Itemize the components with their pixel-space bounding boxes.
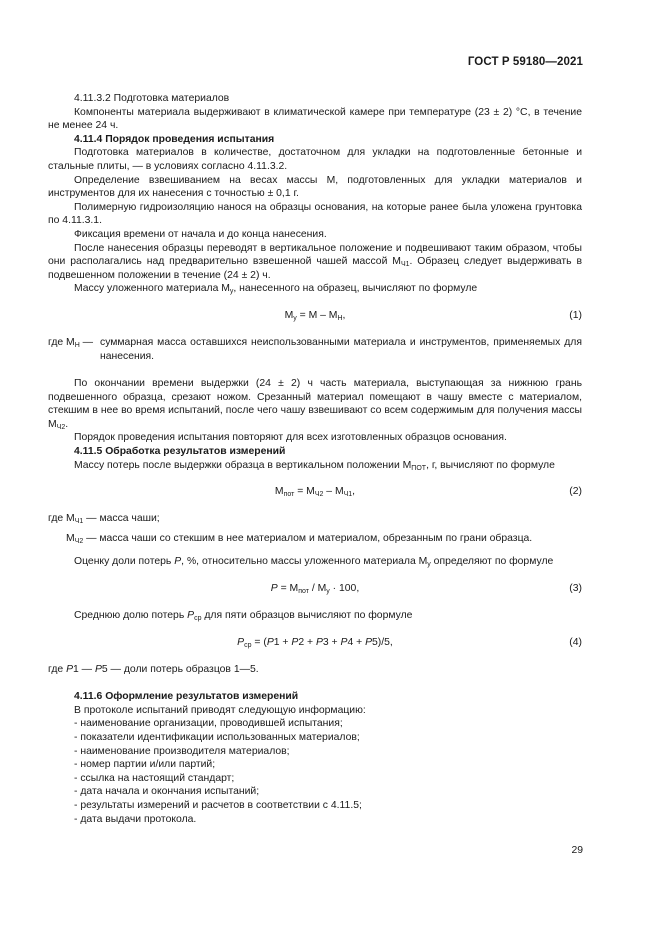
where-line: [48, 663, 582, 677]
paragraph: [48, 609, 582, 623]
text: М: [274, 486, 284, 498]
variable: Р: [340, 636, 348, 648]
text: · 100,: [329, 583, 360, 595]
subscript: у: [427, 561, 431, 569]
subscript: Н: [74, 341, 80, 349]
text: = (: [251, 636, 267, 648]
paragraph: В протоколе испытаний приводят следующую информацию:: [74, 704, 366, 716]
subscript: Н: [337, 314, 343, 322]
formula-number: (1): [569, 309, 582, 321]
list-item: - результаты измерений и расчетов в соответствии с 4.11.5;: [74, 799, 362, 811]
text: определяют по формуле: [430, 556, 554, 568]
text: 4 +: [347, 636, 366, 648]
text: для пяти образцов вычисляют по формуле: [201, 610, 413, 622]
formula-expression: [48, 485, 582, 499]
paragraph: Компоненты материала выдерживают в климатической камере при температуре (23 ± 2) °С, в течение не менее 24 ч.: [48, 106, 582, 132]
text: М: [66, 532, 75, 544]
text: . Образец следует выдерживать в подвешенном положении в течение (24 ± 2) ч.: [48, 256, 582, 281]
text: , нанесенного на образец, вычисляют по формуле: [233, 283, 478, 295]
text: 5 — доли потерь образцов 1—5.: [101, 663, 259, 675]
variable: Р: [66, 663, 73, 675]
text: = М – М: [296, 309, 338, 321]
text: М: [284, 309, 294, 321]
text: — масса чаши;: [83, 513, 160, 525]
variable: Р: [365, 636, 373, 648]
list-item: - наименование организации, проводившей испытания;: [74, 718, 343, 730]
document-body: [48, 92, 582, 826]
subsection-title-4-11-3-2: 4.11.3.2 Подготовка материалов: [74, 93, 230, 104]
formula-number: (2): [569, 486, 582, 498]
formula-4: [48, 633, 582, 653]
text: 1 +: [273, 636, 292, 648]
text: ,: [342, 309, 346, 321]
section-heading-4-11-5: 4.11.5 Обработка результатов измерений: [74, 446, 286, 458]
text: / М: [308, 583, 327, 595]
text: где: [48, 663, 67, 675]
subscript: Ч2: [314, 491, 324, 499]
formula-3: [48, 579, 582, 599]
spacer: [48, 676, 582, 690]
formula-expression: [48, 636, 582, 650]
legend-description: суммарная масса оставшихся неиспользованными материала и инструментов, применяемых для нанесения.: [100, 336, 582, 362]
text: 2 +: [298, 636, 316, 648]
subscript: пот: [283, 491, 295, 499]
variable: Р: [94, 663, 102, 675]
text: По окончании времени выдержки (24 ± 2) ч часть материала, выступающая за нижнюю грань подвешенного образца, срезают ножом. Срезанный материал помещают в чашу вместе с материалом, стекшим в нее во время испытаний, после чего чашу взвешивают со всем содержимым для получения массы М: [48, 378, 582, 430]
text: где М: [48, 513, 75, 525]
list-item: - наименование производителя материалов;: [74, 745, 290, 757]
subscript: у: [229, 288, 234, 296]
subscript: у: [326, 588, 330, 596]
text: , %, относительно массы уложенного материала М: [181, 556, 428, 568]
list-item: - дата начала и окончания испытаний;: [74, 786, 260, 798]
list-item: - ссылка на настоящий стандарт;: [74, 772, 235, 784]
formula-number: (3): [569, 583, 582, 595]
text: Массу потерь после выдержки образца в вертикальном положении М: [74, 459, 412, 471]
paragraph: [48, 555, 582, 569]
section-heading-4-11-6: 4.11.6 Оформление результатов измерений: [74, 691, 299, 703]
list-item: - показатели идентификации использованных материалов;: [74, 732, 360, 743]
subscript: ср: [194, 615, 202, 623]
subscript: Ч2: [56, 423, 66, 431]
variable: Р: [266, 636, 274, 648]
variable: Р: [174, 556, 182, 568]
spacer: [48, 545, 582, 555]
list-item: - номер партии и/или партий;: [74, 759, 216, 771]
formula-number: (4): [569, 636, 582, 648]
paragraph: Фиксация времени от начала и до конца нанесения.: [74, 228, 327, 240]
section-heading-4-11-4: 4.11.4 Порядок проведения испытания: [74, 133, 275, 145]
spacer: [48, 363, 582, 377]
page-number: 29: [571, 845, 583, 856]
paragraph: [48, 377, 582, 431]
text: где М: [48, 336, 75, 348]
text: = М: [294, 486, 315, 498]
legend-term: [48, 336, 100, 363]
document-header: ГОСТ Р 59180—2021: [467, 56, 583, 68]
list-item: - дата выдачи протокола.: [74, 813, 197, 825]
paragraph: [48, 242, 582, 283]
variable: Р: [315, 636, 323, 648]
subscript: Ч1: [74, 518, 84, 526]
where-line: [48, 512, 582, 526]
formula-expression: [48, 582, 582, 596]
text: Оценку доли потерь: [74, 556, 175, 568]
paragraph: [48, 459, 582, 473]
text: Среднюю долю потерь: [74, 610, 188, 622]
text: ,: [352, 486, 356, 498]
subscript: Ч2: [74, 537, 84, 545]
text: —: [79, 336, 94, 348]
formula-2: [48, 482, 582, 502]
text: 5)/5,: [372, 636, 393, 648]
subscript: пот: [298, 588, 309, 596]
text: – М: [323, 486, 344, 498]
variable: Р: [270, 583, 278, 595]
formula-1: [48, 306, 582, 326]
text: 1 —: [73, 663, 95, 675]
paragraph: Подготовка материалов в количестве, достаточном для укладки на подготовленные бетонные и стальные плиты, — в условиях согласно 4.11.3.2.: [48, 147, 582, 172]
variable: Р: [291, 636, 299, 648]
paragraph: Полимерную гидроизоляцию нанося на образцы основания, на которые ранее была уложена грунтовка по 4.11.3.1.: [48, 201, 582, 227]
text: .: [65, 418, 69, 430]
paragraph: Порядок проведения испытания повторяют для всех изготовленных образцов основания.: [74, 432, 507, 444]
text: — масса чаши со стекшим в нее материалом и материалом, обрезанным по грани образца.: [83, 532, 533, 544]
text: 3 +: [322, 636, 341, 648]
paragraph: Определение взвешиванием на весах массы М, подготовленных для укладки материалов и инструментов для их нанесения с точностью ± 0,1 г.: [48, 174, 582, 200]
where-line: [48, 532, 582, 546]
subscript: ср: [244, 641, 252, 649]
formula-expression: [48, 309, 582, 323]
subscript: у: [293, 314, 297, 322]
variable: Р: [237, 636, 245, 648]
subscript: ПОТ: [411, 464, 427, 472]
text: = М: [277, 583, 299, 595]
subscript: Ч1: [343, 491, 353, 499]
paragraph: [48, 282, 582, 296]
formula-legend: [48, 336, 582, 363]
variable: Р: [187, 610, 195, 622]
text: После нанесения образцы переводят в вертикальное положение и подвешивают таким образом, чтобы они располагались над предварительно взвешенной чашей массой М: [48, 242, 582, 268]
text: , г, вычисляют по формуле: [426, 459, 555, 471]
text: Массу уложенного материала М: [74, 283, 230, 295]
subscript: Ч1: [400, 261, 410, 269]
